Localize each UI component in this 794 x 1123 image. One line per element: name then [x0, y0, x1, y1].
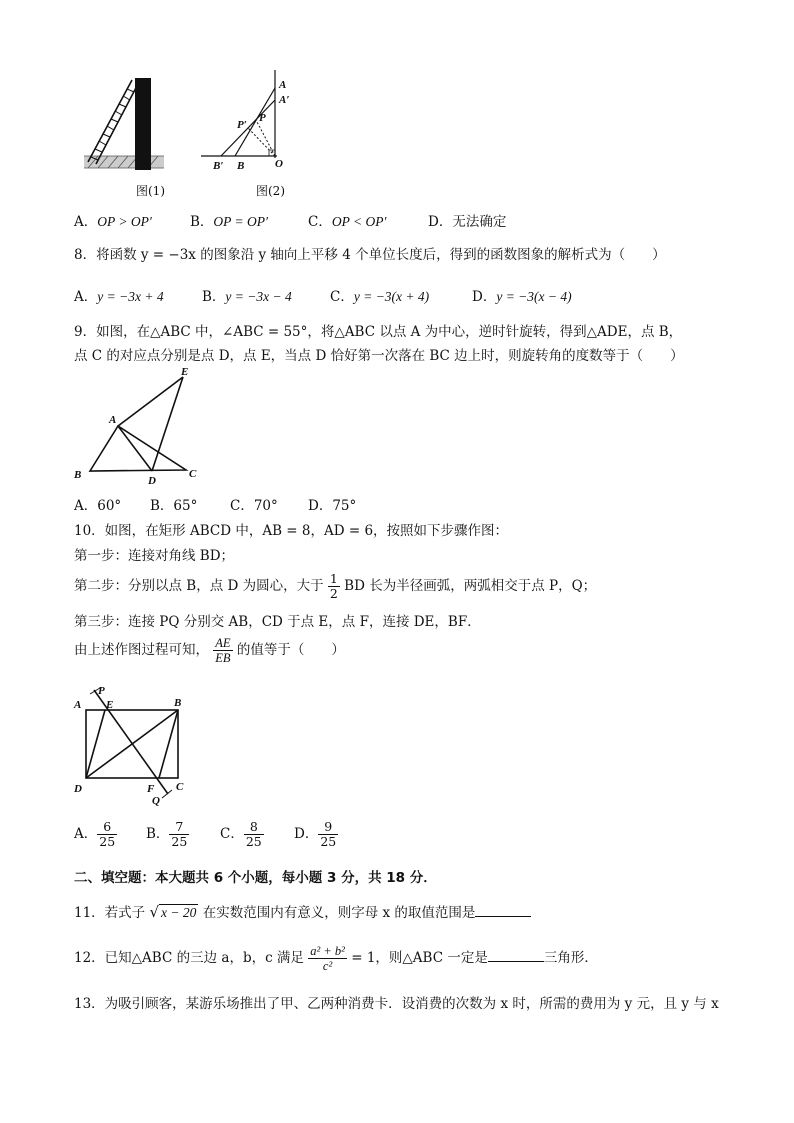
- q13-stem: 13．为吸引顾客，某游乐场推出了甲、乙两种消费卡．设消费的次数为 x 时，所需的费用为 y 元，且 y 与 x: [74, 996, 719, 1012]
- q11-radical: √ x − 20: [149, 903, 197, 921]
- fig2-label-p-prime: P′: [237, 119, 247, 131]
- q7-option-d: D．无法确定: [428, 214, 507, 230]
- q9-figure-triangle: [70, 364, 210, 489]
- fig2-label-b: B: [237, 160, 245, 172]
- q10-step-3: 第三步：连接 PQ 分别交 AB，CD 于点 E，点 F，连接 DE，BF．: [74, 614, 481, 630]
- q10-label-d: D: [74, 783, 82, 795]
- figure-1-ladder: [70, 70, 180, 175]
- q10-step-2-fraction: $\frac{1}{2}$: [329, 571, 338, 601]
- section-2-heading: 二、填空题：本大题共 6 个小题，每小题 3 分，共 18 分．: [74, 870, 437, 886]
- q9-label-a: A: [109, 414, 117, 426]
- fig2-label-a: A: [279, 79, 287, 91]
- q10-label-b: B: [174, 697, 182, 709]
- fig2-label-a-prime: A′: [279, 94, 290, 106]
- q9-stem-line-2: 点 C 的对应点分别是点 D，点 E，当点 D 恰好第一次落在 BC 边上时，则旋转角的度数等于（ ）: [74, 348, 684, 364]
- q9-label-e: E: [181, 366, 189, 378]
- q8-stem: 8．将函数 y = −3x 的图象沿 y 轴向上平移 4 个单位长度后，得到的函数图象的解析式为（ ）: [74, 247, 666, 263]
- q10-conclusion-fraction: $\frac{AE}{EB}$: [215, 636, 231, 665]
- q10-label-c: C: [176, 781, 184, 793]
- figure-2-geometry: [195, 66, 305, 176]
- fig2-label-b-prime: B′: [213, 160, 224, 172]
- q10-label-e: E: [106, 699, 114, 711]
- q8-option-a: A．y = −3x + 4: [74, 289, 164, 305]
- fig2-label-o: O: [275, 158, 283, 170]
- q10-stem: 10．如图，在矩形 ABCD 中，AB = 8，AD = 6，按照如下步骤作图：: [74, 523, 509, 539]
- q8-option-c: C．y = −3(x + 4): [330, 289, 430, 305]
- q9-label-c: C: [189, 468, 197, 480]
- q12-answer-blank: [488, 949, 544, 962]
- q10-figure-rectangle: [70, 682, 200, 810]
- q10-label-a: A: [74, 699, 82, 711]
- q10-option-d: D． $\frac{9}{25}$: [294, 819, 337, 849]
- q10-step-1: 第一步：连接对角线 BD；: [74, 548, 235, 564]
- q9-label-b: B: [74, 469, 82, 481]
- q10-conclusion: 由上述作图过程可知， $\frac{AE}{EB}$ 的值等于（ ）: [74, 636, 345, 665]
- q11-answer-blank: [475, 904, 531, 917]
- q10-option-b: B． $\frac{7}{25}$: [146, 819, 188, 849]
- q7-option-c: C．OP < OP′: [308, 214, 387, 230]
- figure-1-caption: 图(1): [136, 184, 165, 198]
- q9-label-d: D: [148, 475, 156, 487]
- q9-stem-line-1: 9．如图，在△ABC 中，∠ABC = 55°，将△ABC 以点 A 为中心，逆时针旋转，得到△ADE，点 B，: [74, 324, 683, 340]
- q8-option-d: D．y = −3(x − 4): [472, 289, 572, 305]
- q7-option-b: B．OP = OP′: [190, 214, 268, 230]
- q9-option-c: C．70°: [230, 498, 278, 514]
- q10-step-2: 第二步：分别以点 B，点 D 为圆心，大于 $\frac{1}{2}$ BD 长为半径画弧，两弧相交于点 P，Q；: [74, 571, 597, 601]
- q9-option-d: D．75°: [308, 498, 357, 514]
- q12-fraction: $\frac{\text{a² + b²}}{\text{c²}}$: [310, 944, 345, 973]
- q12: 12．已知△ABC 的三边 a，b，c 满足 $\frac{\text{a² + b²}}{\text{c²}}$ = 1，则△ABC 一定是 三角形．: [74, 944, 598, 973]
- q9-option-a: A．60°: [74, 498, 122, 514]
- q10-label-q: Q: [152, 795, 160, 807]
- q10-option-a: A． $\frac{6}{25}$: [74, 819, 116, 849]
- q10-label-f: F: [147, 783, 155, 795]
- q7-option-a: A．OP > OP′: [74, 214, 152, 230]
- q8-option-b: B．y = −3x − 4: [202, 289, 292, 305]
- figure-2-caption: 图(2): [256, 184, 285, 198]
- q11: 11．若式子 √ x − 20 在实数范围内有意义，则字母 x 的取值范围是: [74, 901, 531, 921]
- q10-option-c: C． $\frac{8}{25}$: [220, 819, 262, 849]
- q10-label-p: P: [98, 685, 105, 697]
- q9-option-b: B．65°: [150, 498, 198, 514]
- fig2-label-p: P: [259, 112, 266, 124]
